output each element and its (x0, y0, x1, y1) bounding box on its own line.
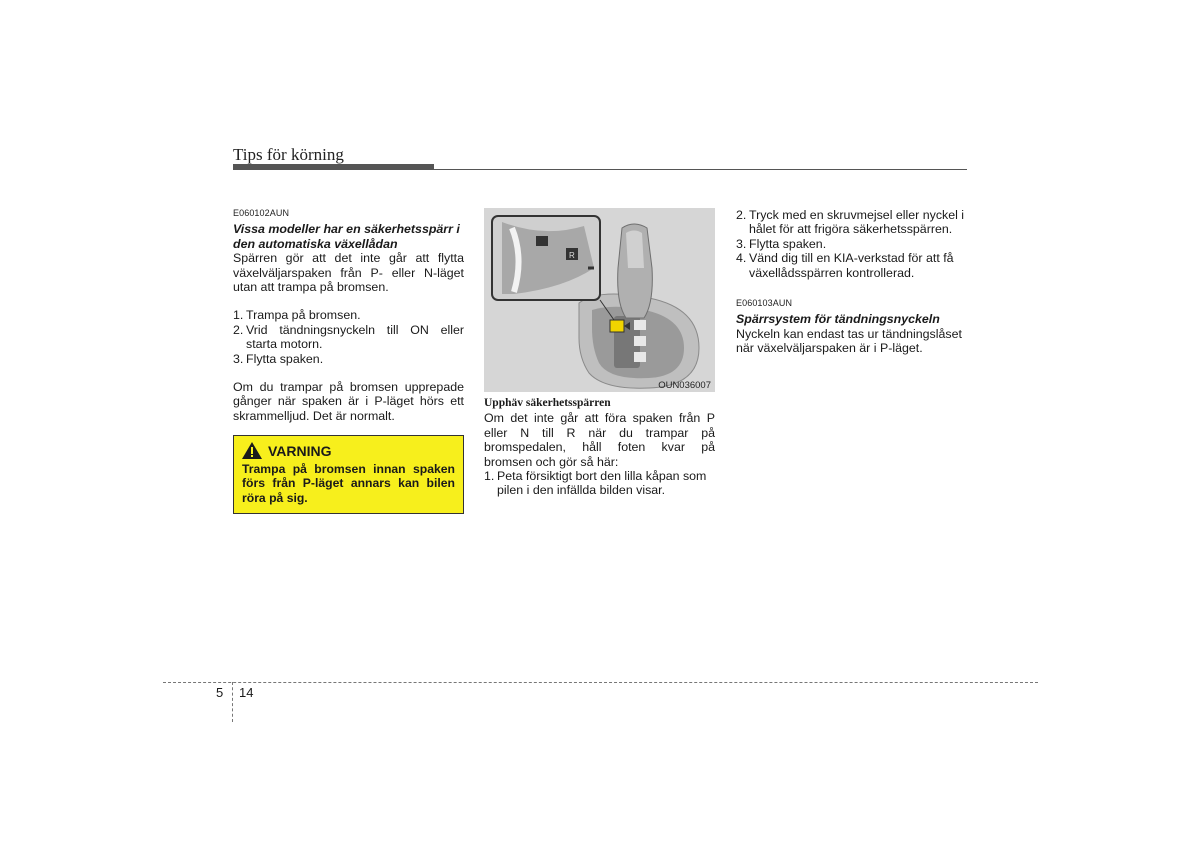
chapter-number: 5 (216, 685, 224, 700)
left-column (233, 206, 464, 514)
footer-divider (232, 682, 233, 722)
page-number: 14 (239, 685, 254, 700)
warning-triangle-icon (242, 442, 262, 459)
list-item: 3. Flytta spaken. (736, 236, 827, 251)
section-code: E060103AUN (736, 298, 793, 309)
shifter-figure (484, 208, 715, 392)
section-code: E060102AUN (233, 208, 290, 218)
list-item: 1. Trampa på bromsen. (233, 308, 361, 323)
figure-code: OUN036007 (658, 380, 711, 391)
warning-text: Trampa på bromsen innan spaken förs från P-läget annars kan bilen röra på sig. (242, 462, 455, 505)
gear-shifter-illustration (484, 208, 715, 392)
list-item: 2. Tryck med en skruvmejsel eller nyckel i hålet för att frigöra säkerhetsspärren. (736, 208, 965, 237)
subheading: Vissa modeller har en säkerhetsspärr i den automatiska växellådan (233, 222, 460, 251)
list-item: 1. Peta försiktigt bort den lilla kåpan som pilen i den infällda bilden visar. (484, 469, 707, 498)
body-paragraph: Nyckeln kan endast tas ur tändningslåset när växelväljarspaken är i P-läget. (736, 326, 962, 356)
subheading: Upphäv säkerhetsspärren (484, 397, 611, 409)
subheading: Spärrsystem för tändningsnyckeln (736, 312, 940, 327)
warning-title: VARNING (268, 442, 332, 459)
list-item: 3. Flytta spaken. (233, 351, 324, 366)
svg-text:R: R (569, 251, 575, 260)
header-rule (434, 169, 967, 170)
right-column (736, 208, 967, 356)
middle-column (484, 396, 715, 498)
section-title: Tips för körning (233, 145, 344, 164)
note-paragraph: Om du trampar på bromsen upprepade gånger när spaken är i P-läget hörs ett skrammelljud. Det är normalt. (233, 380, 464, 423)
intro-paragraph: Spärren gör att det inte går att flytta växelväljarspaken från P- eller N-läget utan att trampa på bromsen. (233, 251, 464, 295)
list-item: 2. Vrid tändningsnyckeln till ON eller starta motorn. (233, 322, 464, 352)
header-bar (233, 164, 434, 170)
list-item: 4. Vänd dig till en KIA-verkstad för att få växellådsspärren kontrollerad. (736, 251, 954, 280)
footer-rule (163, 682, 1038, 683)
intro-paragraph: Om det inte går att föra spaken från P eller N till R när du trampar på bromspedalen, håll foten kvar på bromsen och gör så här: (484, 411, 715, 469)
warning-box (233, 435, 464, 514)
